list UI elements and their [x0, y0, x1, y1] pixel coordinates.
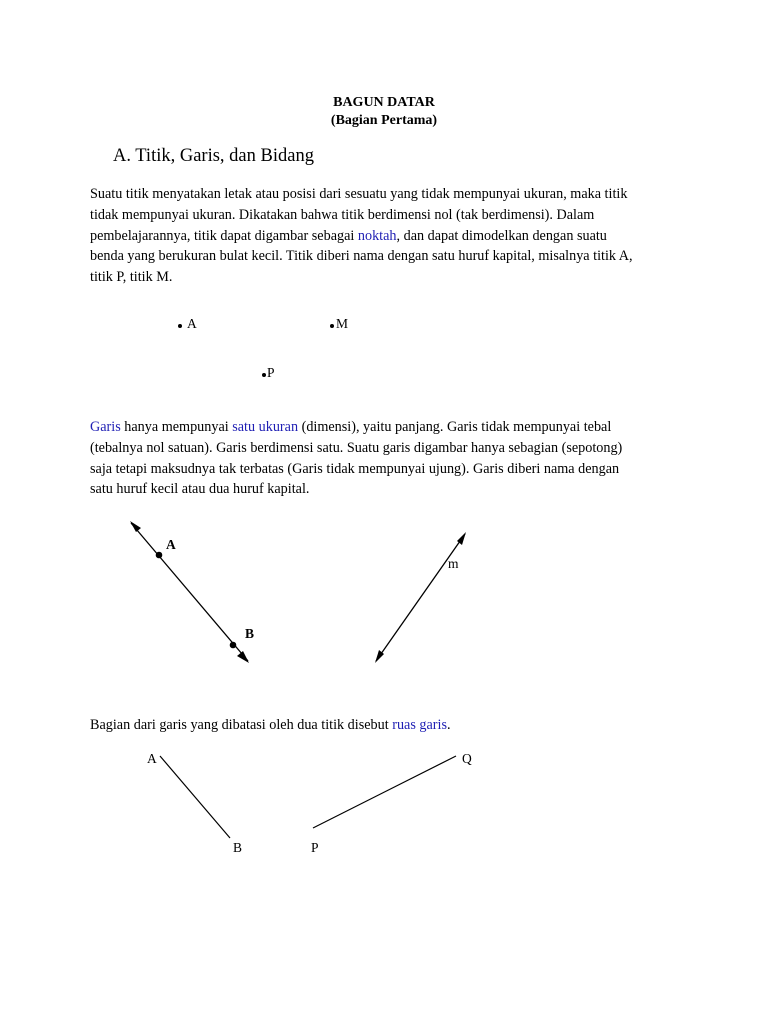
point-p-dot — [262, 373, 266, 377]
document-subtitle: (Bagian Pertama) — [330, 113, 438, 128]
segment-pq — [313, 756, 456, 828]
point-a-marker — [156, 552, 163, 559]
text-fragment: , dan dapat dimodelkan dengan suatu — [396, 227, 607, 244]
text-fragment: . — [446, 717, 451, 733]
line-m — [376, 534, 465, 661]
paragraph-line: tidak mempunyai ukuran. Dikatakan bahwa titik berdimensi nol (tak berdimensi). Dalam — [90, 206, 595, 223]
text-fragment: Bagian dari garis yang dibatasi oleh dua titik disebut — [90, 717, 393, 733]
arrowhead-icon — [237, 651, 249, 663]
line-ab — [131, 523, 248, 661]
link-satu-ukuran[interactable]: satu ukuran — [232, 419, 299, 435]
point-b-marker — [230, 642, 237, 649]
link-garis[interactable]: Garis — [90, 419, 121, 435]
document-title: BAGUN DATAR — [333, 95, 435, 110]
segment-ab — [160, 756, 230, 838]
link-ruas-garis[interactable]: ruas garis — [392, 717, 447, 733]
paragraph-line: (tebalnya nol satuan). Garis berdimensi satu. Suatu garis digambar hanya sebagian (sepotong) — [90, 439, 623, 456]
paragraph-line — [90, 417, 690, 438]
text-fragment: pembelajarannya, titik dapat digambar sebagai — [90, 227, 358, 244]
segment-label-a: A — [147, 751, 157, 766]
paragraph-line: saja tetapi maksudnya tak terbatas (Garis tidak mempunyai ujung). Garis diberi nama dengan — [90, 460, 620, 477]
point-m-dot — [330, 324, 334, 328]
point-a-dot — [178, 324, 182, 328]
segment-label-q: Q — [462, 751, 472, 766]
segment-label-p: P — [311, 840, 319, 855]
link-noktah[interactable]: noktah — [357, 227, 397, 244]
line-label-m: m — [448, 556, 459, 571]
text-fragment: hanya mempunyai — [120, 419, 233, 435]
text-fragment: (dimensi), yaitu panjang. Garis tidak mempunyai tebal — [298, 419, 612, 435]
paragraph-line — [90, 715, 690, 736]
point-a-label: A — [187, 316, 197, 331]
paragraph-line: benda yang berukuran bulat kecil. Titik diberi nama dengan satu huruf kapital, misalnya titik A, — [90, 248, 633, 265]
paragraph-line: titik P, titik M. — [90, 269, 173, 286]
section-heading: A. Titik, Garis, dan Bidang — [113, 146, 314, 166]
line-label-b: B — [245, 626, 255, 641]
point-p-label: P — [267, 365, 275, 380]
arrowhead-icon — [130, 521, 141, 532]
segment-label-b: B — [233, 840, 243, 855]
point-m-label: M — [336, 316, 349, 331]
paragraph-garis — [90, 417, 690, 500]
paragraph-ruas-garis — [90, 715, 690, 736]
paragraph-line: satu huruf kecil atau dua huruf kapital. — [90, 481, 310, 498]
line-label-a: A — [166, 537, 176, 552]
paragraph-line: Suatu titik menyatakan letak atau posisi dari sesuatu yang tidak mempunyai ukuran, maka titik — [90, 186, 628, 202]
